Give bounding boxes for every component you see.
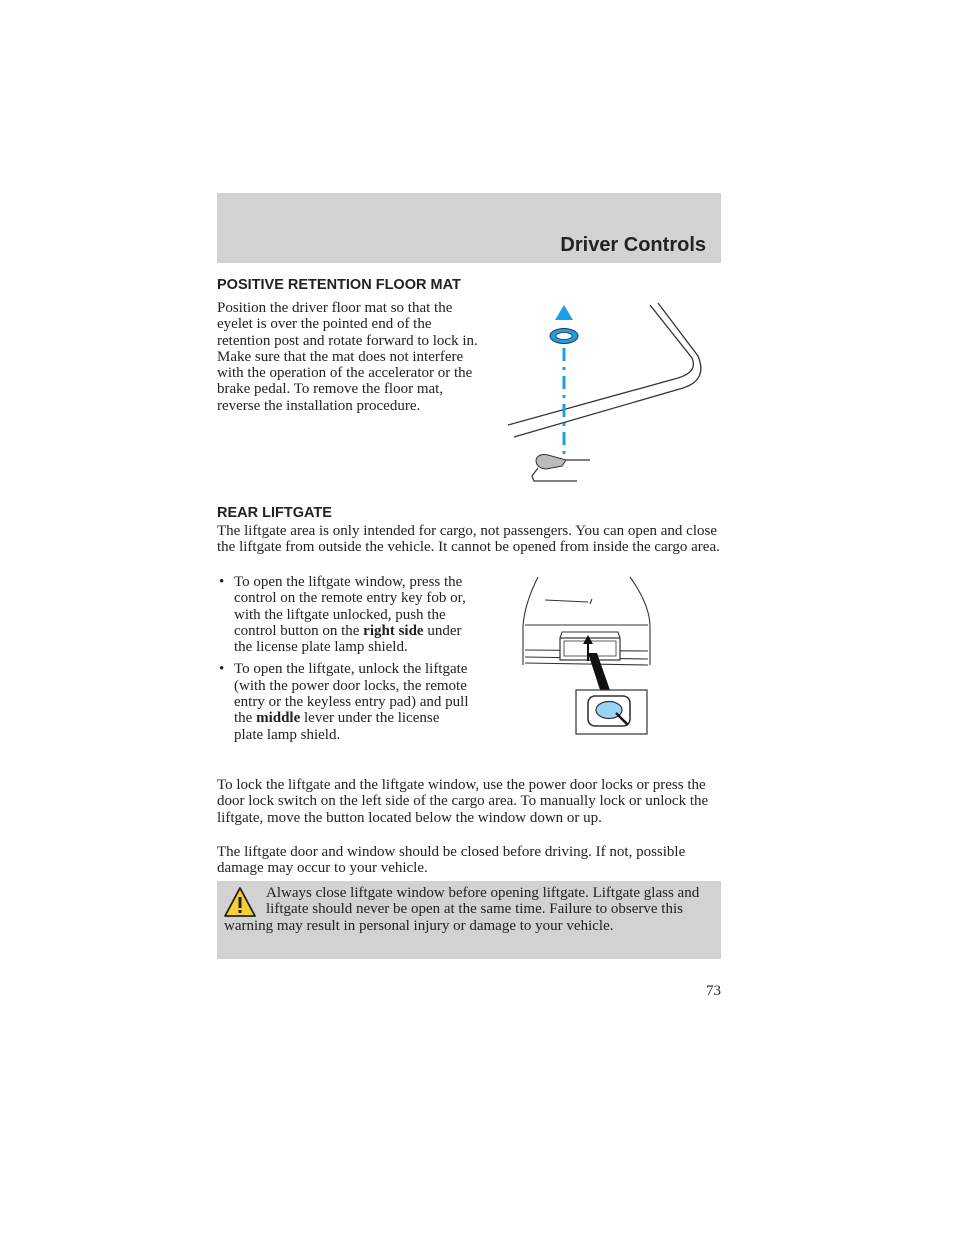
eyelet-icon (550, 329, 578, 344)
page-title: Driver Controls (560, 234, 706, 256)
up-arrow-icon (555, 305, 573, 320)
floor-mat-edge (508, 303, 701, 437)
liftgate-closed-text: The liftgate door and window should be closed before driving. If not, possible damage may occur to your vehicle. (217, 844, 686, 877)
retention-post-icon (532, 455, 590, 481)
bullet-open-liftgate-text: To open the liftgate, unlock the liftgate (with the power door locks, the remote entry or the keyless entry pad) and pull the (234, 661, 469, 727)
liftgate-illustration (520, 575, 655, 740)
rear-liftgate-heading: REAR LIFTGATE (217, 505, 332, 521)
warning-box (217, 881, 721, 959)
header-bar (217, 193, 721, 263)
floor-mat-illustration (500, 300, 700, 485)
floor-mat-text: Position the driver floor mat so that the eyelet is over the pointed end of the retention post and rotate forward to lock in. Make sure that the mat does not interfere with the operation of the accelerator or the brake pedal. To remove the floor mat, reverse the installation procedure. (217, 300, 478, 414)
bullet-open-liftgate-text-end: lever under the license plate lamp shield. (234, 710, 440, 743)
liftgate-lock-text: To lock the liftgate and the liftgate window, use the power door locks or press the door lock switch on the left side of the cargo area. To manually lock or unlock the liftgate, move the button located below the window down or up. (217, 777, 709, 826)
bullet-open-window (217, 574, 472, 655)
liftgate-intro-text: The liftgate area is only intended for cargo, not passengers. You can open and close the liftgate from outside the vehicle. It cannot be opened from inside the cargo area. (217, 523, 720, 556)
liftgate-bullet-list (217, 574, 472, 749)
page-number: 73 (706, 983, 721, 999)
bullet-open-liftgate (217, 661, 472, 742)
floor-mat-heading: POSITIVE RETENTION FLOOR MAT (217, 277, 461, 293)
warning-text: Always close liftgate window before opening liftgate. Liftgate glass and liftgate should never be open at the same time. Failure to observe this warning may result in personal injury or damage to your vehicle. (224, 885, 700, 934)
bullet-open-window-bold: right side (363, 622, 424, 639)
bullet-open-liftgate-bold: middle (256, 710, 301, 727)
bullet-open-window-text-end: under the license plate lamp shield. (234, 622, 462, 656)
bullet-open-window-text: To open the liftgate window, press the control on the remote entry key fob or, with the liftgate unlocked, push the control button on the (234, 574, 466, 639)
